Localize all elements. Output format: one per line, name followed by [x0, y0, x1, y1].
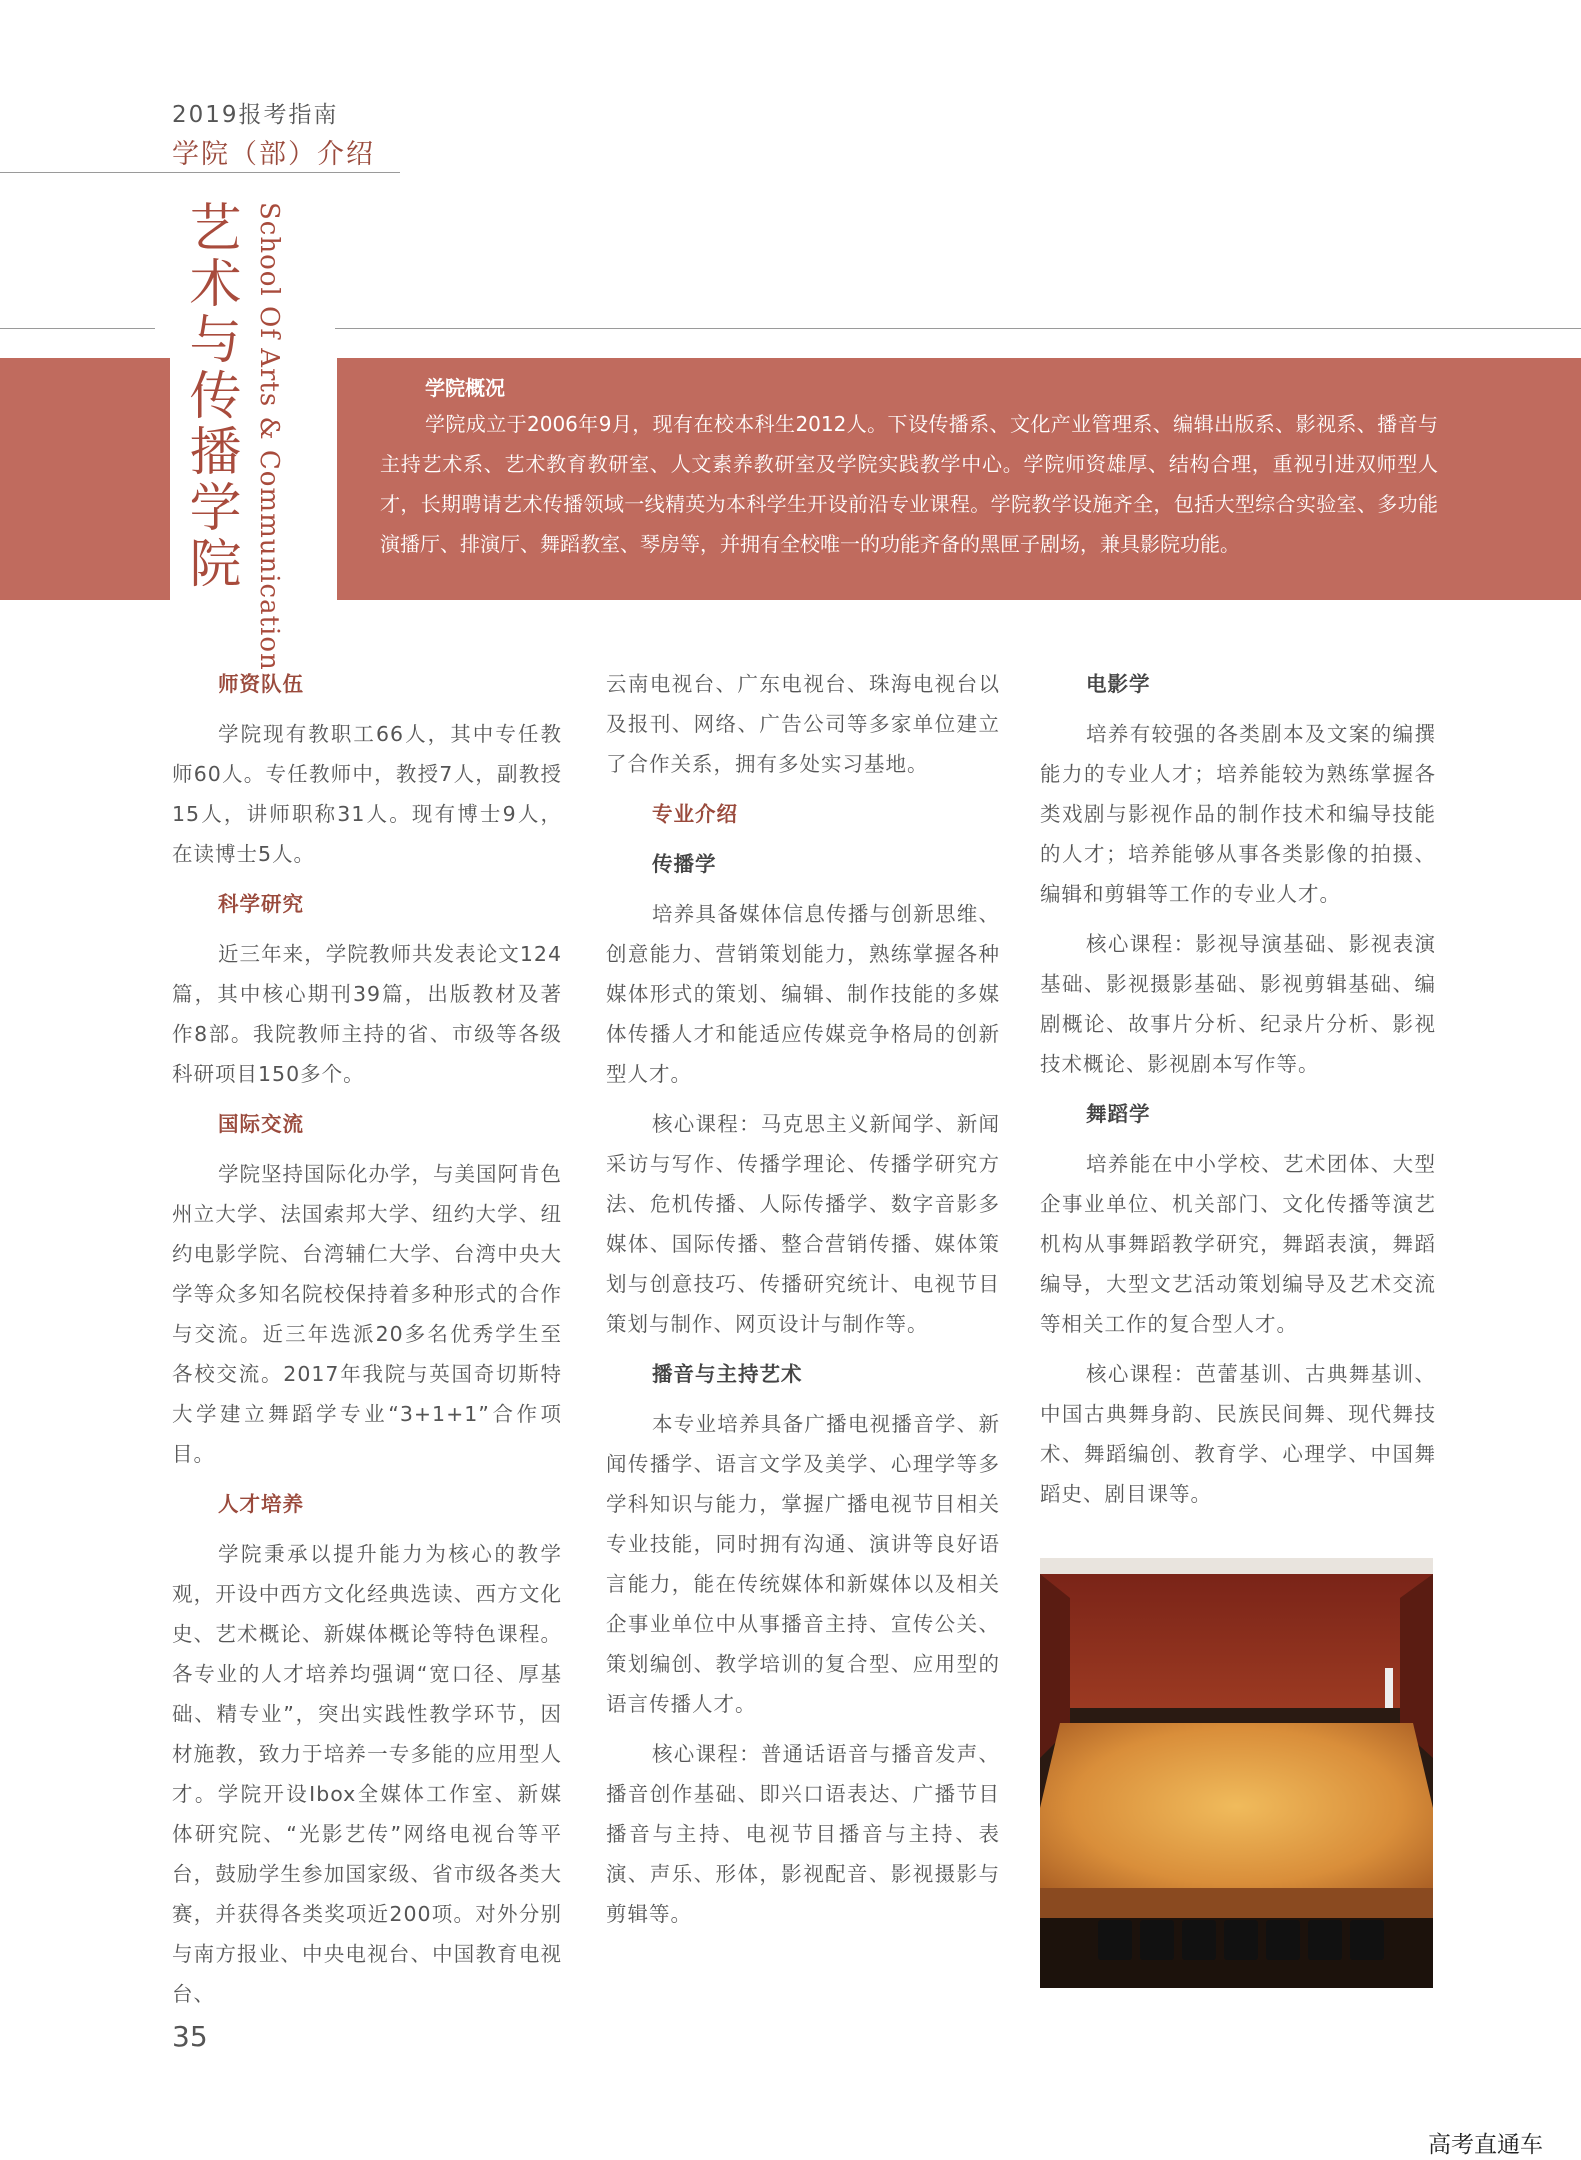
page-number: 35	[172, 2020, 208, 2053]
paragraph-broadcasting: 本专业培养具备广播电视播音学、新闻传播学、语言文学及美学、心理学等多学科知识与能力，掌握广播电视节目相关专业技能，同时拥有沟通、演讲等良好语言能力，能在传统媒体和新媒体以及相关企事业单位中从事播音主持、宣传公关、策划编创、教学培训的复合型、应用型的语言传播人才。	[606, 1412, 1000, 1716]
paragraph-communication: 培养具备媒体信息传播与创新思维、创意能力、营销策划能力，熟练掌握各种媒体形式的策划、编辑、制作技能的多媒体传播人才和能适应传媒竞争格局的创新型人才。	[606, 902, 1000, 1086]
paragraph-dance-core: 核心课程：芭蕾基训、古典舞基训、中国古典舞身韵、民族民间舞、现代舞技术、舞蹈编创、教育学、心理学、中国舞蹈史、剧目课等。	[1040, 1362, 1436, 1506]
paragraph-communication-core: 核心课程：马克思主义新闻学、新闻采访与写作、传播学理论、传播学研究方法、危机传播、人际传播学、数字音影多媒体、国际传播、整合营销传播、媒体策划与创意技巧、传播研究统计、电视节目策划与制作、网页设计与制作等。	[606, 1112, 1000, 1336]
title-divider-right	[335, 328, 1581, 329]
heading-broadcasting: 播音与主持艺术	[652, 1362, 803, 1386]
heading-communication: 传播学	[652, 852, 717, 876]
paragraph-faculty: 学院现有教职工66人，其中专任教师60人。专任教师中，教授7人，副教授15人，讲师职称31人。现有博士9人，在读博士5人。	[172, 722, 562, 866]
overview-band-left	[0, 358, 170, 600]
title-divider-left	[0, 328, 155, 329]
paragraph-research: 近三年来，学院教师共发表论文124篇，其中核心期刊39篇，出版教材及著作8部。我院教师主持的省、市级等各级科研项目150多个。	[172, 942, 562, 1086]
heading-film: 电影学	[1086, 672, 1151, 696]
header-divider	[0, 172, 400, 173]
column-3	[1040, 664, 1436, 1524]
heading-research: 科学研究	[218, 892, 304, 916]
overview-heading: 学院概况	[425, 376, 505, 400]
heading-majors: 专业介绍	[652, 802, 738, 826]
watermark: 高考直通车	[1428, 2132, 1543, 2158]
school-title-english: School Of Arts & Communication	[254, 202, 284, 671]
heading-international: 国际交流	[218, 1112, 304, 1136]
heading-dance: 舞蹈学	[1086, 1102, 1151, 1126]
section-label: 学院（部）介绍	[172, 139, 375, 170]
paragraph-film-core: 核心课程：影视导演基础、影视表演基础、影视摄影基础、影视剪辑基础、编剧概论、故事片分析、纪录片分析、影视技术概论、影视剧本写作等。	[1040, 932, 1436, 1076]
paragraph-international: 学院坚持国际化办学，与美国阿肯色州立大学、法国索邦大学、纽约大学、纽约电影学院、台湾辅仁大学、台湾中央大学等众多知名院校保持着多种形式的合作与交流。近三年选派20多名优秀学生至各校交流。2017年我院与英国奇切斯特大学建立舞蹈学专业“3+1+1”合作项目。	[172, 1162, 562, 1466]
heading-faculty: 师资队伍	[218, 672, 304, 696]
overview-text: 学院成立于2006年9月，现有在校本科生2012人。下设传播系、文化产业管理系、编辑出版系、影视系、播音与主持艺术系、艺术教育教研室、人文素养教研室及学院实践教学中心。学院师资雄厚、结构合理，重视引进双师型人才，长期聘请艺术传播领域一线精英为本科学生开设前沿专业课程。学院教学设施齐全，包括大型综合实验室、多功能演播厅、排演厅、舞蹈教室、琴房等，并拥有全校唯一的功能齐备的黑匣子剧场，兼具影院功能。	[380, 412, 1438, 556]
guide-year-label: 2019报考指南	[172, 102, 339, 128]
paragraph-talent-continued: 云南电视台、广东电视台、珠海电视台以及报刊、网络、广告公司等多家单位建立了合作关系，拥有多处实习基地。	[606, 672, 1000, 776]
column-1	[172, 664, 562, 2024]
paragraph-dance: 培养能在中小学校、艺术团体、大型企事业单位、机关部门、文化传播等演艺机构从事舞蹈教学研究，舞蹈表演，舞蹈编导，大型文艺活动策划编导及艺术交流等相关工作的复合型人才。	[1040, 1152, 1436, 1336]
paragraph-film: 培养有较强的各类剧本及文案的编撰能力的专业人才；培养能较为熟练掌握各类戏剧与影视作品的制作技术和编导技能的人才；培养能够从事各类影像的拍摄、编辑和剪辑等工作的专业人才。	[1040, 722, 1436, 906]
paragraph-broadcasting-core: 核心课程：普通话语音与播音发声、播音创作基础、即兴口语表达、广播节目播音与主持、电视节目播音与主持、表演、声乐、形体，影视配音、影视摄影与剪辑等。	[606, 1742, 1000, 1926]
theater-stage-photo	[1040, 1558, 1433, 1988]
paragraph-talent: 学院秉承以提升能力为核心的教学观，开设中西方文化经典选读、西方文化史、艺术概论、新媒体概论等特色课程。各专业的人才培养均强调“宽口径、厚基础、精专业”，突出实践性教学环节，因材施教，致力于培养一专多能的应用型人才。学院开设Ibox全媒体工作室、新媒体研究院、“光影艺传”网络电视台等平台，鼓励学生参加国家级、省市级各类大赛，并获得各类奖项近200项。对外分别与南方报业、中央电视台、中国教育电视台、	[172, 1542, 562, 2006]
heading-talent: 人才培养	[218, 1492, 304, 1516]
column-2	[606, 664, 1000, 1944]
school-title-chinese: 艺术与传播学院	[180, 200, 240, 592]
